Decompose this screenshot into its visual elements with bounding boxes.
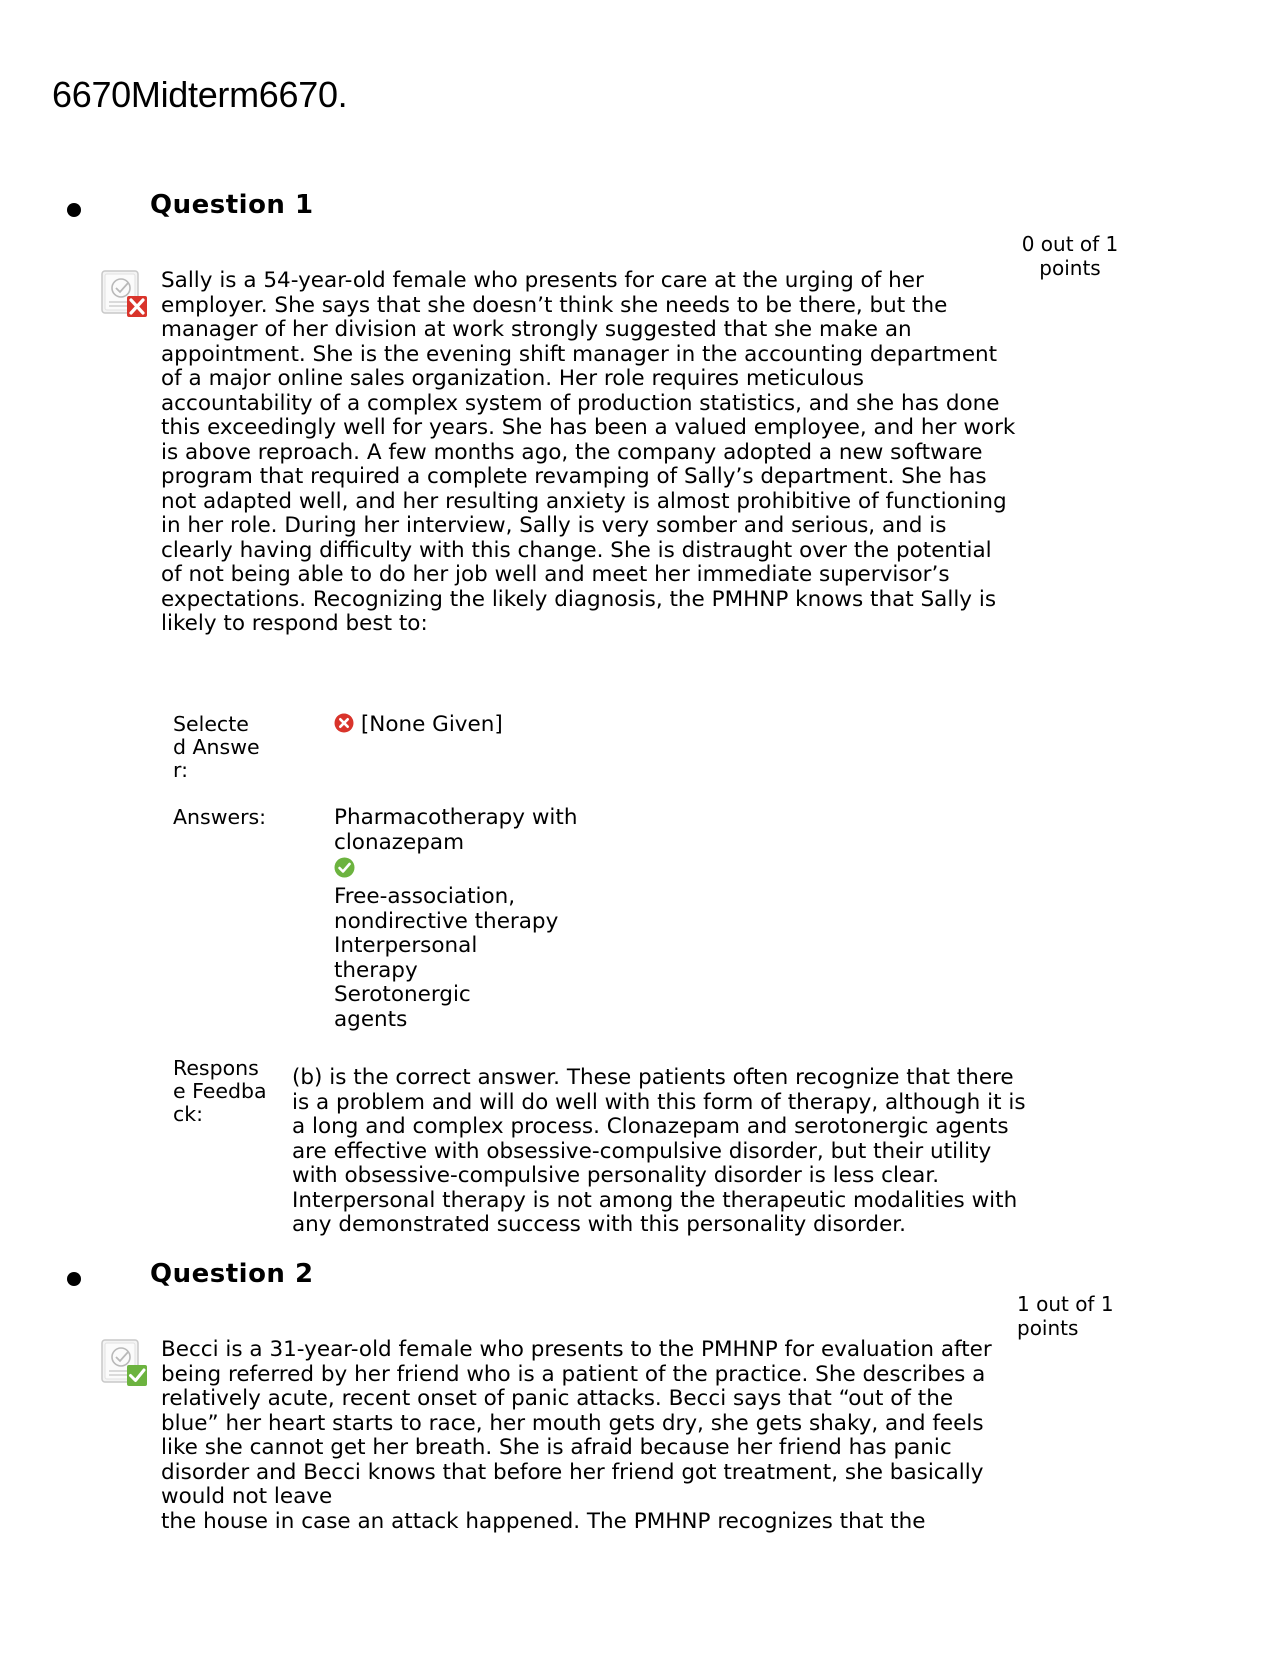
answer-option: Pharmacotherapy with clonazepam	[334, 805, 578, 855]
incorrect-circle-icon	[334, 713, 354, 733]
answer-option: Free-association, nondirective therapy	[334, 884, 559, 934]
question-points: 1 out of 1 points	[1017, 1292, 1114, 1340]
bullet-icon	[67, 1272, 81, 1286]
selected-answer	[334, 713, 503, 738]
answers-label: Answers:	[173, 805, 267, 829]
answer-option: Serotonergic agents	[334, 982, 471, 1032]
correct-check-circle-icon	[334, 857, 355, 878]
graded-correct-icon	[101, 1337, 149, 1389]
question-heading: Question 1	[150, 190, 314, 220]
question-text: Sally is a 54-year-old female who presents for care at the urging of her employer. She says that she doesn’t think she needs to be there, but the manager of her division at work strongly suggested that she make an appointment. She is the evening shift manager in the accounting department of a major online sales organization. Her role requires meticulous accountability of a complex system of production statistics, and she has done this exceedingly well for years. She has been a valued employee, and her work is above reproach. A few months ago, the company adopted a new software program that required a complete revamping of Sally’s department. She has not adapted well, and her resulting anxiety is almost prohibitive of functioning in her role. During her interview, Sally is very somber and serious, and is clearly having difficulty with this change. She is distraught over the potential of not being able to do her job well and meet her immediate supervisor’s expectations. Recognizing the likely diagnosis, the PMHNP knows that Sally is likely to respond best to:	[161, 268, 1016, 636]
selected-answer-label: Selected Answer:	[173, 712, 260, 782]
question-points: 0 out of 1 points	[1021, 232, 1119, 280]
answer-option: Interpersonal therapy	[334, 933, 478, 983]
question-heading: Question 2	[150, 1259, 314, 1289]
question-text-line: the house in case an attack happened. The PMHNP recognizes that the	[161, 1508, 926, 1534]
bullet-icon	[67, 203, 81, 217]
selected-answer-text: [None Given]	[360, 712, 503, 737]
document-title: 6670Midterm6670.	[52, 74, 348, 115]
question-text	[161, 1338, 1016, 1534]
question-text-line: Becci is a 31-year-old female who presents to the PMHNP for evaluation after being referred by her friend who is a patient of the practice. She describes a relatively acute, recent onset of panic attacks. Becci says that “out of the blue” her heart starts to race, her mouth gets dry, she gets shaky, and feels like she cannot get her breath. She is afraid because her friend has panic disorder and Becci knows that before her friend got treatment, she basically would not leave	[161, 1337, 992, 1509]
graded-incorrect-icon	[101, 268, 149, 320]
answers-list	[334, 806, 609, 1032]
response-feedback: (b) is the correct answer. These patients often recognize that there is a problem and will do well with this form of therapy, although it is a long and complex process. Clonazepam and serotonergic agents are effective with obsessive-compulsive disorder, but their utility with obsessive-compulsive personality disorder is less clear. Interpersonal therapy is not among the therapeutic modalities with any demonstrated success with this personality disorder.	[292, 1065, 1026, 1237]
response-feedback-label: Response Feedback:	[173, 1056, 267, 1126]
